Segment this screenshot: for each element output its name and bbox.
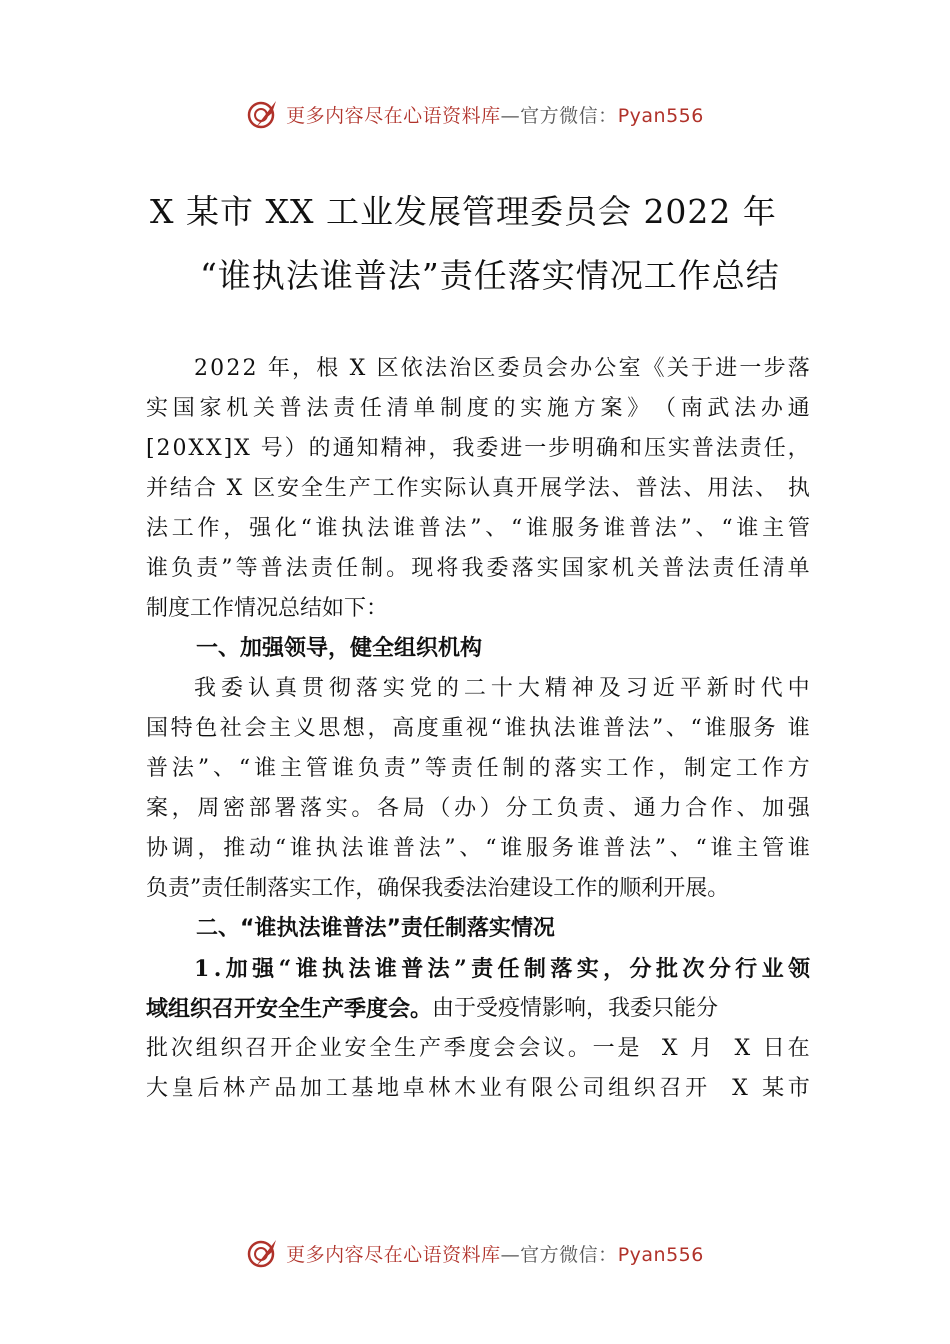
text-line: 2 0 2 2 年 ， 根 X 区 依 法 治 区 委 员 会 办 公 室 《 关 于 进 一 步 落	[194, 356, 810, 381]
watermark-text: 更多内容尽在心语资料库—官方微信：Pyan556	[286, 104, 704, 127]
quill-logo-icon	[246, 1236, 280, 1270]
bold-subheading-line: 1 . 加 强 “ 谁 执 法 谁 普 法 ” 责 任 制 落 实 ， 分 批 次 分 行 业 领	[194, 956, 810, 982]
text-line: 协 调 ， 推 动 “ 谁 执 法 谁 普 法 ” 、 “ 谁 服 务 谁 普 法 ” 、 “ 谁 主 管 谁	[146, 836, 810, 861]
watermark-banner-bottom	[0, 1231, 950, 1275]
text-line: 普 法 ” 、 “ 谁 主 管 谁 负 责 ” 等 责 任 制 的 落 实 工 作 ， 制 定 工 作 方	[146, 756, 810, 781]
text-line: 制度工作情况总结如下：	[146, 596, 389, 621]
text-line: [ 2 0 X X ] X 号 ） 的 通 知 精 神 ， 我 委 进 一 步 明 确 和 压 实 普 法 责 任 ，	[146, 436, 810, 461]
text-line: 批 次 组 织 召 开 企 业 安 全 生 产 季 度 会 会 议 。 一 是 X 月 X 日 在	[146, 1036, 810, 1061]
document-title-line-1: X 某市 XX 工业发展管理委员会 2022 年	[150, 192, 777, 231]
text-line: 国 特 色 社 会 主 义 思 想 ， 高 度 重 视 “ 谁 执 法 谁 普 法 ” 、 “ 谁 服 务 谁	[146, 716, 810, 741]
text-line	[146, 989, 810, 1029]
bold-subheading-tail: 域组织召开安全生产季度会。	[146, 996, 433, 1022]
text-line: 大 皇 后 林 产 品 加 工 基 地 卓 林 木 业 有 限 公 司 组 织 召 开 X 某 市	[146, 1076, 810, 1101]
text-line: 并 结 合 X 区 安 全 生 产 工 作 实 际 认 真 开 展 学 法 、 普 法 、 用 法 、 执	[146, 476, 810, 501]
text-line: 谁 负 责 ” 等 普 法 责 任 制 。 现 将 我 委 落 实 国 家 机 关 普 法 责 任 清 单	[146, 556, 810, 581]
text-line: 我 委 认 真 贯 彻 落 实 党 的 二 十 大 精 神 及 习 近 平 新 时 代 中	[194, 676, 810, 701]
text-line: 负责”责任制落实工作，确保我委法治建设工作的顺利开展。	[146, 876, 730, 901]
quill-logo-icon	[246, 97, 280, 131]
document-title-line-2: “谁执法谁普法”责任落实情况工作总结	[200, 256, 780, 295]
document-body	[146, 349, 810, 1109]
text-line: 法 工 作 ， 强 化 “ 谁 执 法 谁 普 法 ” 、 “ 谁 服 务 谁 普 法 ” 、 “ 谁 主 管	[146, 516, 810, 541]
section-heading-1: 一、加强领导，健全组织机构	[196, 636, 483, 661]
text-line: 案 ， 周 密 部 署 落 实 。 各 局 （ 办 ） 分 工 负 责 、 通 力 合 作 、 加 强	[146, 796, 810, 821]
watermark-banner-top	[0, 92, 950, 136]
text-line: 实 国 家 机 关 普 法 责 任 清 单 制 度 的 实 施 方 案 》 （ 南 武 法 办 通	[146, 396, 810, 421]
section-heading-2: 二、“谁执法谁普法”责任制落实情况	[196, 916, 555, 941]
watermark-text: 更多内容尽在心语资料库—官方微信：Pyan556	[286, 1243, 704, 1266]
paragraph-text: 由于受疫情影响，我委只能分	[432, 996, 719, 1021]
